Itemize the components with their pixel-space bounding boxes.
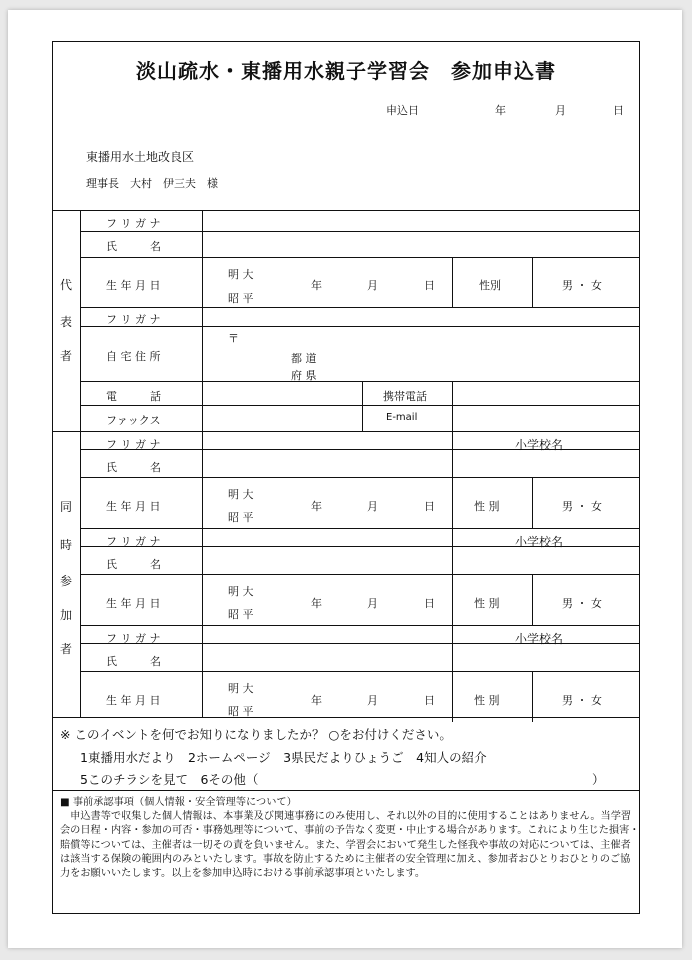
participant-3-birth: 生 年 月 日 [106, 694, 161, 707]
rep-year-label: 年 [311, 279, 322, 292]
rep-mobile-input[interactable] [452, 382, 639, 404]
participant-1-name: 氏 名 [106, 461, 161, 474]
participant-3-day: 日 [424, 694, 435, 707]
grid-hline [80, 574, 640, 575]
grid-vline [452, 257, 453, 307]
participant-2-era-2: 昭 平 [228, 608, 254, 621]
grid-hline [52, 210, 640, 211]
participant-1-month: 月 [367, 500, 378, 513]
participant-3-furigana-input[interactable] [202, 626, 451, 642]
pref-label-1: 都 道 [291, 352, 317, 365]
participant-3-month: 月 [367, 694, 378, 707]
grid-vline [532, 574, 533, 625]
rep-era-2: 昭 平 [228, 292, 254, 305]
rep-name-label: 氏 名 [106, 240, 161, 253]
participant-1-name-input[interactable] [202, 450, 451, 476]
notice-heading: ■ 事前承認事項（個人情報・安全管理等について） [60, 797, 297, 808]
participant-2-day: 日 [424, 597, 435, 610]
postal-mark: 〒 [228, 332, 239, 345]
participant-3-era-2: 昭 平 [228, 705, 254, 718]
grid-vline [532, 477, 533, 528]
participant-2-gender-label: 性 別 [474, 597, 500, 610]
addressee-org: 東播用水土地改良区 [86, 150, 195, 164]
representative-side-label-0: 代 [59, 278, 72, 292]
application-year-label: 年 [495, 104, 506, 117]
participant-1-day: 日 [424, 500, 435, 513]
representative-side-label-2: 者 [59, 349, 72, 363]
participant-2-furigana: フ リ ガ ナ [106, 535, 161, 548]
grid-hline [80, 477, 640, 478]
form-title: 淡山疏水・東播用水親子学習会 参加申込書 [136, 59, 556, 83]
rep-name-input[interactable] [202, 232, 639, 257]
participant-3-name-input[interactable] [202, 644, 451, 670]
pref-label-2: 府 県 [291, 369, 317, 382]
grid-vline [532, 257, 533, 307]
rep-era-1: 明 大 [228, 268, 254, 281]
application-date-label: 申込日 [386, 104, 419, 117]
participant-2-era-1: 明 大 [228, 585, 254, 598]
rep-phone-label: 電 話 [106, 390, 161, 403]
participant-2-name: 氏 名 [106, 558, 161, 571]
participant-3-gender-options[interactable]: 男 ・ 女 [562, 694, 602, 707]
participant-2-gender-options[interactable]: 男 ・ 女 [562, 597, 602, 610]
grid-vline [452, 625, 453, 722]
participant-1-furigana-input[interactable] [202, 432, 451, 448]
participant-side-label-0: 同 [59, 500, 72, 514]
notice-section [60, 796, 640, 881]
participant-3-gender-label: 性 別 [474, 694, 500, 707]
participant-1-era-2: 昭 平 [228, 511, 254, 524]
participant-3-era-1: 明 大 [228, 682, 254, 695]
rep-address-input[interactable] [202, 327, 639, 380]
grid-hline [52, 790, 640, 791]
grid-vline [80, 210, 81, 717]
grid-hline [80, 257, 640, 258]
participant-3-school: 小学校名 [515, 632, 564, 646]
rep-mobile-label: 携帯電話 [383, 390, 427, 403]
participant-2-furigana-input[interactable] [202, 529, 451, 545]
participant-3-year: 年 [311, 694, 322, 707]
participant-1-furigana: フ リ ガ ナ [106, 438, 161, 451]
rep-phone-input[interactable] [202, 382, 362, 404]
application-month-label: 月 [555, 104, 566, 117]
participant-side-label-2: 参 [59, 574, 72, 588]
rep-furigana2-label: フ リ ガ ナ [106, 313, 161, 326]
grid-hline [52, 717, 640, 718]
participant-2-year: 年 [311, 597, 322, 610]
participant-1-gender-options[interactable]: 男 ・ 女 [562, 500, 602, 513]
participant-3-name: 氏 名 [106, 655, 161, 668]
participant-3-furigana: フ リ ガ ナ [106, 632, 161, 645]
participant-side-label-1: 時 [59, 538, 72, 552]
rep-furigana2-input[interactable] [202, 309, 639, 325]
notice-body: 申込書等で収集した個人情報は、本事業及び関連事務にのみ使用し、それ以外の目的に使用することはありません。当学習会の日程・内容・参加の可否・事務処理等について、事前の予告なく変更・中止する場合があります。これにより生じた損害・賠償等については、主催者は一切その責を負いません。また、学習会において発生した怪我や事故の対応については、主催者は該当する保険の範囲内のみといたします。事故を防止するために主催者の安全管理に加え、参加者おひとりおひとりのご協力をお願いいたします。以上を参加申込時における事前承認事項といたします。 [60, 811, 640, 880]
participant-2-name-input[interactable] [202, 547, 451, 573]
rep-day-label: 日 [424, 279, 435, 292]
grid-hline [80, 307, 640, 308]
grid-vline [532, 671, 533, 722]
rep-email-label: E-mail [386, 412, 418, 423]
participant-2-month: 月 [367, 597, 378, 610]
grid-vline [452, 431, 453, 528]
application-day-label: 日 [613, 104, 624, 117]
rep-address-label: 自 宅 住 所 [106, 350, 161, 363]
participant-2-birth: 生 年 月 日 [106, 597, 161, 610]
survey-question: ※ このイベントを何でお知りになりましたか？ ○をお付けください。 [60, 727, 452, 742]
rep-furigana-input[interactable] [202, 212, 639, 230]
survey-options-line2[interactable]: 5このチラシを見て 6その他（ [80, 772, 259, 787]
rep-email-input[interactable] [452, 406, 639, 430]
rep-gender-label: 性別 [479, 279, 501, 292]
rep-birth-label: 生 年 月 日 [106, 279, 161, 292]
participant-side-label-3: 加 [59, 608, 72, 622]
grid-vline [452, 528, 453, 625]
participant-1-birth: 生 年 月 日 [106, 500, 161, 513]
rep-fax-label: ファックス [106, 414, 161, 427]
survey-options-line1[interactable]: 1東播用水だより 2ホームページ 3県民だよりひょうご 4知人の紹介 [80, 750, 487, 765]
participant-1-year: 年 [311, 500, 322, 513]
addressee-person: 理事長 大村 伊三夫 様 [86, 177, 218, 190]
participant-2-school: 小学校名 [515, 535, 564, 549]
rep-fax-input[interactable] [202, 406, 362, 430]
participant-1-era-1: 明 大 [228, 488, 254, 501]
survey-options-close: ） [592, 772, 605, 787]
rep-furigana-label: フ リ ガ ナ [106, 217, 161, 230]
grid-vline [362, 381, 363, 431]
participant-side-label-4: 者 [59, 642, 72, 656]
participant-1-gender-label: 性 別 [474, 500, 500, 513]
participant-1-school: 小学校名 [515, 438, 564, 452]
grid-hline [80, 671, 640, 672]
rep-gender-options[interactable]: 男 ・ 女 [562, 279, 602, 292]
representative-side-label-1: 表 [59, 315, 72, 329]
rep-month-label: 月 [367, 279, 378, 292]
